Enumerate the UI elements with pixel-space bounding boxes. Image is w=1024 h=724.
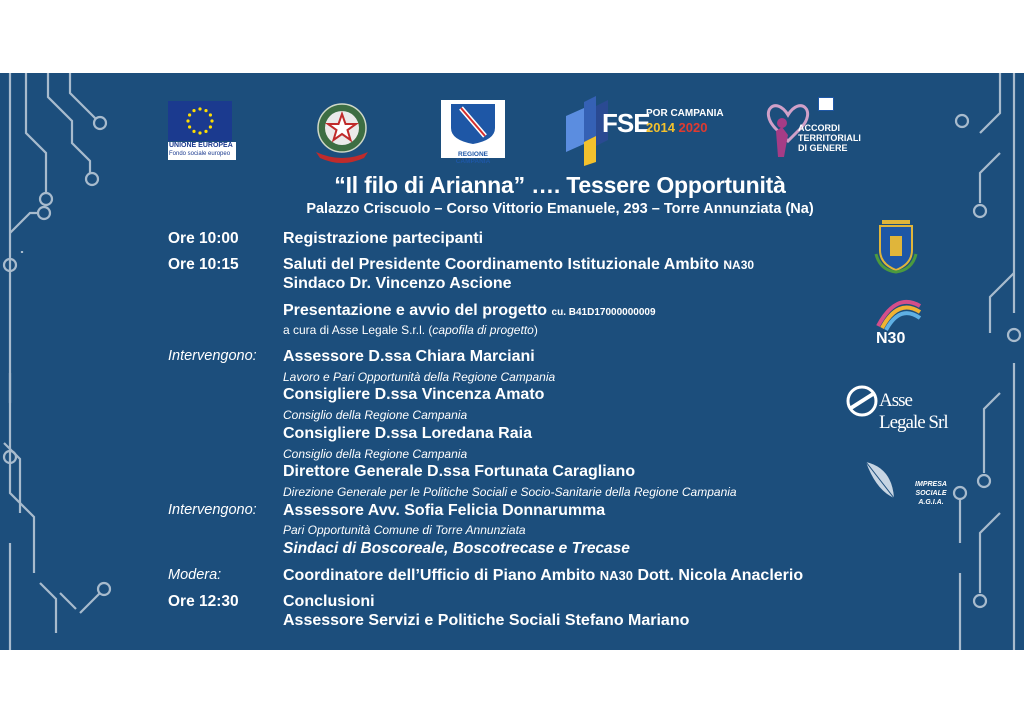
italian-republic-emblem — [310, 98, 374, 164]
time-1000: Ore 10:00 — [168, 230, 239, 247]
accordi-small-shield-icon — [818, 97, 834, 111]
project-cup-code: cu. B41D17000000009 — [551, 307, 656, 318]
eu-logo-line1: UNIONE EUROPEA — [169, 142, 233, 149]
speakers-label-1: Intervengono: — [168, 348, 257, 364]
greetings-code: NA30 — [723, 258, 755, 272]
presentation-credit — [283, 323, 538, 337]
event-venue: Palazzo Criscuolo – Corso Vittorio Emanuele, 293 – Torre Annunziata (Na) — [306, 201, 814, 217]
speakers-label-2: Intervengono: — [168, 502, 257, 518]
speaker-donnarumma-role: Pari Opportunità Comune di Torre Annunziata — [283, 523, 526, 537]
presentation-credit-role: capofila di progetto — [432, 323, 534, 337]
presentation-text: Presentazione e avvio del progetto — [283, 302, 548, 319]
presentation-credit-close: ) — [533, 323, 538, 337]
speaker-caragliano-role: Direzione Generale per le Politiche Sociali e Socio-Sanitarie della Regione Campania — [283, 485, 737, 499]
time-1015: Ore 10:15 — [168, 256, 239, 273]
mayor-line: Sindaco Dr. Vincenzo Ascione — [283, 275, 512, 292]
speaker-caragliano: Direttore Generale D.ssa Fortunata Caragliano — [283, 463, 636, 480]
eu-flag-icon — [168, 101, 232, 141]
fse-logo — [566, 96, 732, 166]
torre-annunziata-crest — [872, 214, 920, 274]
accordi-territoriali-logo — [766, 97, 862, 163]
speaker-raia-role: Consiglio della Regione Campania — [283, 447, 468, 461]
accordi-label — [798, 123, 861, 153]
speaker-raia: Consigliere D.ssa Loredana Raia — [283, 425, 532, 442]
fse-year-end: 2020 — [678, 120, 708, 135]
presentation-item — [283, 302, 656, 320]
moderator-item — [283, 567, 803, 585]
agia-line2: A.G.I.A. — [918, 499, 944, 506]
asse-legale-label: Asse Legale Srl — [879, 390, 948, 433]
eu-logo-label — [168, 142, 236, 160]
moderator-code: NA30 — [599, 568, 633, 583]
campania-shield-icon — [441, 100, 505, 146]
agia-line1: IMPRESA SOCIALE — [915, 481, 947, 497]
fse-por-label: POR CAMPANIA — [646, 108, 724, 119]
asse-legale-logo — [845, 384, 955, 433]
moderator-text: Coordinatore dell’Ufficio di Piano Ambito — [283, 567, 596, 584]
speaker-marciani-role: Lavoro e Pari Opportunità della Regione Campania — [283, 370, 556, 384]
feather-icon — [862, 458, 898, 502]
registration-item: Registrazione partecipanti — [283, 230, 484, 247]
agia-label — [900, 480, 962, 507]
presentation-credit-text: a cura di Asse Legale S.r.l. ( — [283, 323, 433, 337]
moderator-name: Dott. Nicola Anaclerio — [637, 567, 804, 584]
eu-logo-line2: Fondo sociale europeo — [169, 151, 231, 157]
accordi-line2: TERRITORIALI — [798, 133, 861, 143]
ambito-rainbow-icon — [872, 292, 926, 332]
conclusions-speaker: Assessore Servizi e Politiche Sociali Stefano Mariano — [283, 612, 690, 629]
speaker-donnarumma: Assessore Avv. Sofia Felicia Donnarumma — [283, 502, 606, 519]
fse-year-start: 2014 — [646, 120, 675, 135]
moderator-label: Modera: — [168, 567, 222, 583]
eu-logo — [168, 101, 236, 160]
greetings-item — [283, 256, 754, 274]
accordi-line1: ACCORDI — [798, 123, 840, 133]
fse-label: FSE — [602, 108, 650, 138]
fse-years — [646, 120, 707, 135]
ambito-n30-logo — [872, 292, 926, 352]
speaker-amato-role: Consiglio della Regione Campania — [283, 408, 468, 422]
asse-legale-mark-icon — [845, 384, 879, 418]
conclusions-item: Conclusioni — [283, 593, 375, 610]
event-title: “Il filo di Arianna” …. Tessere Opportunità — [334, 172, 786, 198]
mayors-line: Sindaci di Boscoreale, Boscotrecase e Trecase — [283, 540, 630, 557]
agia-logo — [862, 458, 962, 504]
greetings-text: Saluti del Presidente Coordinamento Istituzionale Ambito — [283, 256, 719, 273]
speaker-amato: Consigliere D.ssa Vincenza Amato — [283, 386, 545, 403]
ambito-label: N30 — [876, 330, 906, 347]
regione-campania-logo — [441, 100, 505, 165]
speaker-marciani: Assessore D.ssa Chiara Marciani — [283, 348, 535, 365]
accordi-line3: DI GENERE — [798, 143, 848, 153]
regione-campania-label: REGIONE CAMPANIA — [455, 151, 491, 165]
time-1230: Ore 12:30 — [168, 593, 239, 610]
